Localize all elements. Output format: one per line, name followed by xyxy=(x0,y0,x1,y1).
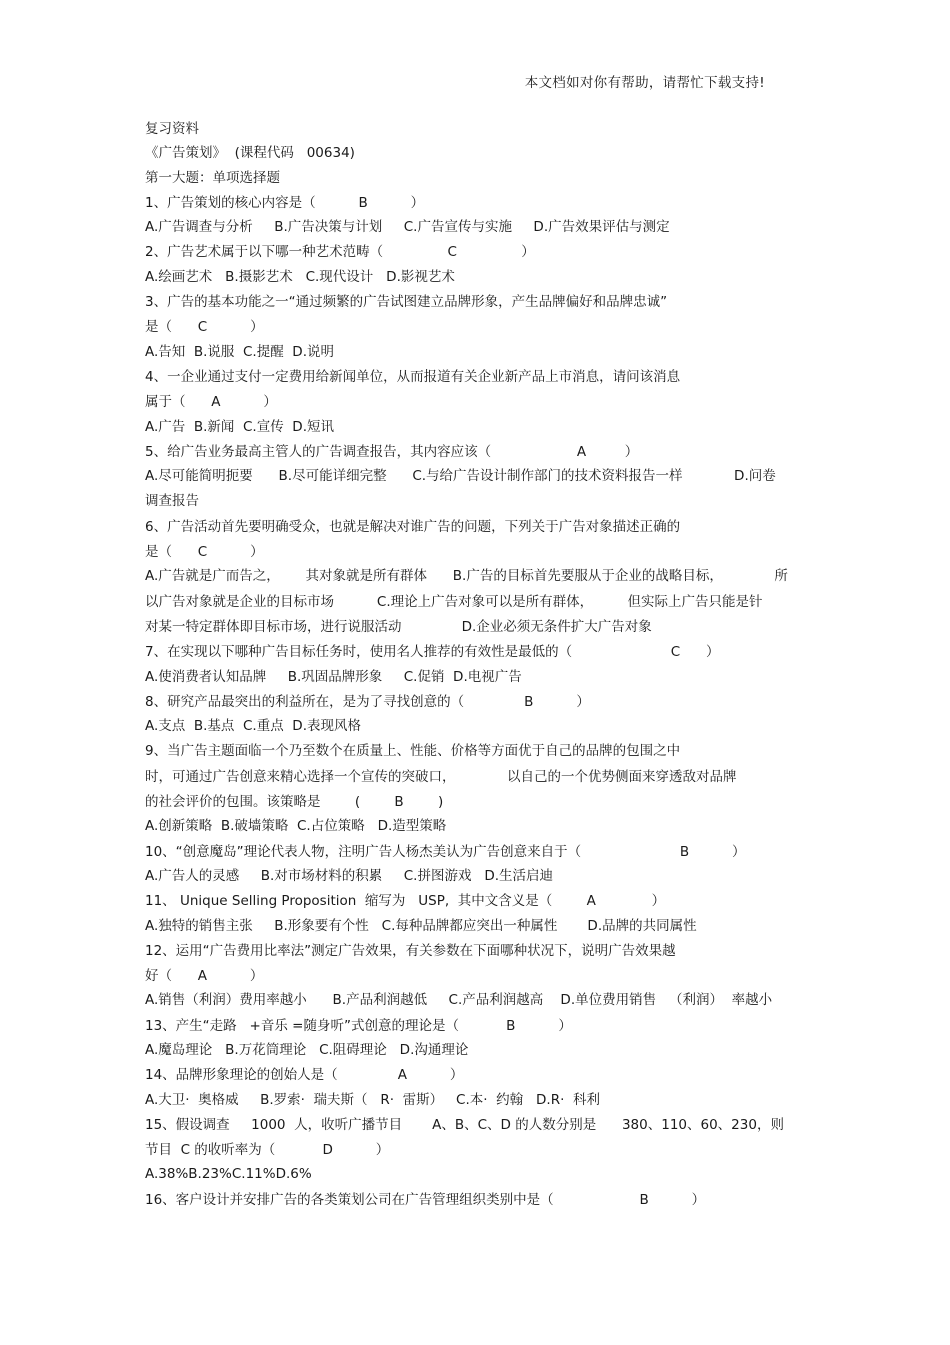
question-options-line: A.广告调查与分析 B.广告决策与计划 C.广告宣传与实施 D.广告效果评估与测定 xyxy=(145,219,670,236)
question-list xyxy=(145,191,807,1212)
question-stem-line: 的社会评价的包围。该策略是 ( B ) xyxy=(145,794,444,811)
question-options-line: A.销售（利润）费用率越小 B.产品利润越低 C.产品利润越高 D.单位费用销售 （利润） 率越小 xyxy=(145,992,773,1009)
question-item xyxy=(145,240,807,289)
question-stem-line: 6、广告活动首先要明确受众，也就是解决对谁广告的问题，下列关于广告对象描述正确的 xyxy=(145,518,681,535)
question-stem-line: 9、当广告主题面临一个乃至数个在质量上、性能、价格等方面优于自己的品牌的包围之中 xyxy=(145,743,681,760)
question-stem-line: 时，可通过广告创意来精心选择一个宣传的突破口， 以自己的一个优势侧面来穿透敌对品牌 xyxy=(145,768,737,785)
question-item xyxy=(145,640,807,689)
question-stem-line: 15、假设调查 1000 人，收听广播节目 A、B、C、D 的人数分别是 380、110、60、230，则 xyxy=(145,1116,784,1133)
question-stem-line: 14、品牌形象理论的创始人是（ A ） xyxy=(145,1067,464,1084)
question-options-line: A.魔岛理论 B.万花筒理论 C.阻碍理论 D.沟通理论 xyxy=(145,1041,469,1058)
question-item xyxy=(145,1113,807,1187)
question-stem-line: 是（ C ） xyxy=(145,544,264,561)
question-options-line: 对某一特定群体即目标市场，进行说服活动 D.企业必须无条件扩大广告对象 xyxy=(145,618,652,635)
question-stem-line: 4、一企业通过支付一定费用给新闻单位，从而报道有关企业新产品上市消息，请问该消息 xyxy=(145,368,681,385)
course-title: 《广告策划》 (课程代码 00634) xyxy=(145,145,355,162)
download-support-note: 本文档如对你有帮助，请帮忙下载支持! xyxy=(524,75,765,91)
question-item xyxy=(145,440,807,514)
question-options-line: A.使消费者认知品牌 B.巩固品牌形象 C.促销 D.电视广告 xyxy=(145,668,522,685)
question-stem-line: 16、客户设计并安排广告的各类策划公司在广告管理组织类别中是（ B ） xyxy=(145,1191,706,1208)
document-body xyxy=(145,117,807,1212)
question-options-line: A.尽可能简明扼要 B.尽可能详细完整 C.与给广告设计制作部门的技术资料报告一样 D.问卷 xyxy=(145,468,776,485)
question-options-line: A.绘画艺术 B.摄影艺术 C.现代设计 D.影视艺术 xyxy=(145,268,455,285)
question-item xyxy=(145,840,807,889)
question-stem-line: 是（ C ） xyxy=(145,319,264,336)
question-item xyxy=(145,889,807,938)
question-options-line: A.告知 B.说服 C.提醒 D.说明 xyxy=(145,343,334,360)
question-stem-line: 11、 Unique Selling Proposition 缩写为 USP, 其中文含义是（ A ） xyxy=(145,893,666,910)
question-options-line: A.广告人的灵感 B.对市场材料的积累 C.拼图游戏 D.生活启迪 xyxy=(145,867,554,884)
question-item xyxy=(145,1188,807,1212)
doc-title: 复习资料 xyxy=(145,121,199,137)
question-stem-line: 2、广告艺术属于以下哪一种艺术范畴（ C ） xyxy=(145,244,535,261)
question-item xyxy=(145,690,807,739)
section-title: 第一大题：单项选择题 xyxy=(145,169,280,186)
question-item xyxy=(145,515,807,639)
question-stem-line: 3、广告的基本功能之一“通过频繁的广告试图建立品牌形象，产生品牌偏好和品牌忠诚” xyxy=(145,294,668,311)
question-stem-line: 1、广告策划的核心内容是（ B ） xyxy=(145,194,425,211)
question-item xyxy=(145,939,807,1013)
question-stem-line: 13、产生“走路 +音乐 =随身听”式创意的理论是（ B ） xyxy=(145,1017,572,1034)
question-options-line: 调查报告 xyxy=(145,493,199,510)
question-stem-line: 5、给广告业务最高主管人的广告调查报告，其内容应该（ A ） xyxy=(145,443,639,460)
question-item xyxy=(145,1063,807,1112)
question-options-line: A.支点 B.基点 C.重点 D.表现风格 xyxy=(145,718,361,735)
question-stem-line: 7、在实现以下哪种广告目标任务时，使用名人推荐的有效性是最低的（ C ） xyxy=(145,644,720,661)
question-item xyxy=(145,1014,807,1063)
question-options-line: A.创新策略 B.破墙策略 C.占位策略 D.造型策略 xyxy=(145,818,447,835)
question-options-line: A.广告就是广而告之， 其对象就是所有群体 B.广告的目标首先要服从于企业的战略目标， 所 xyxy=(145,568,788,585)
question-options-line: 以广告对象就是企业的目标市场 C.理论上广告对象可以是所有群体， 但实际上广告只能是针 xyxy=(145,593,763,610)
question-item xyxy=(145,365,807,439)
question-stem-line: 属于（ A ） xyxy=(145,394,277,411)
question-item xyxy=(145,739,807,838)
question-options-line: A.大卫· 奥格威 B.罗索· 瑞夫斯（ R· 雷斯） C.本· 约翰 D.R· 科利 xyxy=(145,1091,600,1108)
question-stem-line: 好（ A ） xyxy=(145,968,264,985)
question-options-line: A.38%B.23%C.11%D.6% xyxy=(145,1166,312,1183)
question-stem-line: 节目 C 的收听率为（ D ） xyxy=(145,1142,390,1159)
question-options-line: A.独特的销售主张 B.形象要有个性 C.每种品牌都应突出一种属性 D.品牌的共同属性 xyxy=(145,917,697,934)
question-item xyxy=(145,290,807,364)
question-stem-line: 12、运用“广告费用比率法”测定广告效果，有关参数在下面哪种状况下，说明广告效果越 xyxy=(145,942,676,959)
question-stem-line: 10、“创意魔岛”理论代表人物，注明广告人杨杰美认为广告创意来自于（ B ） xyxy=(145,843,746,860)
question-options-line: A.广告 B.新闻 C.宣传 D.短讯 xyxy=(145,418,334,435)
question-stem-line: 8、研究产品最突出的利益所在，是为了寻找创意的（ B ） xyxy=(145,693,590,710)
question-item xyxy=(145,191,807,240)
